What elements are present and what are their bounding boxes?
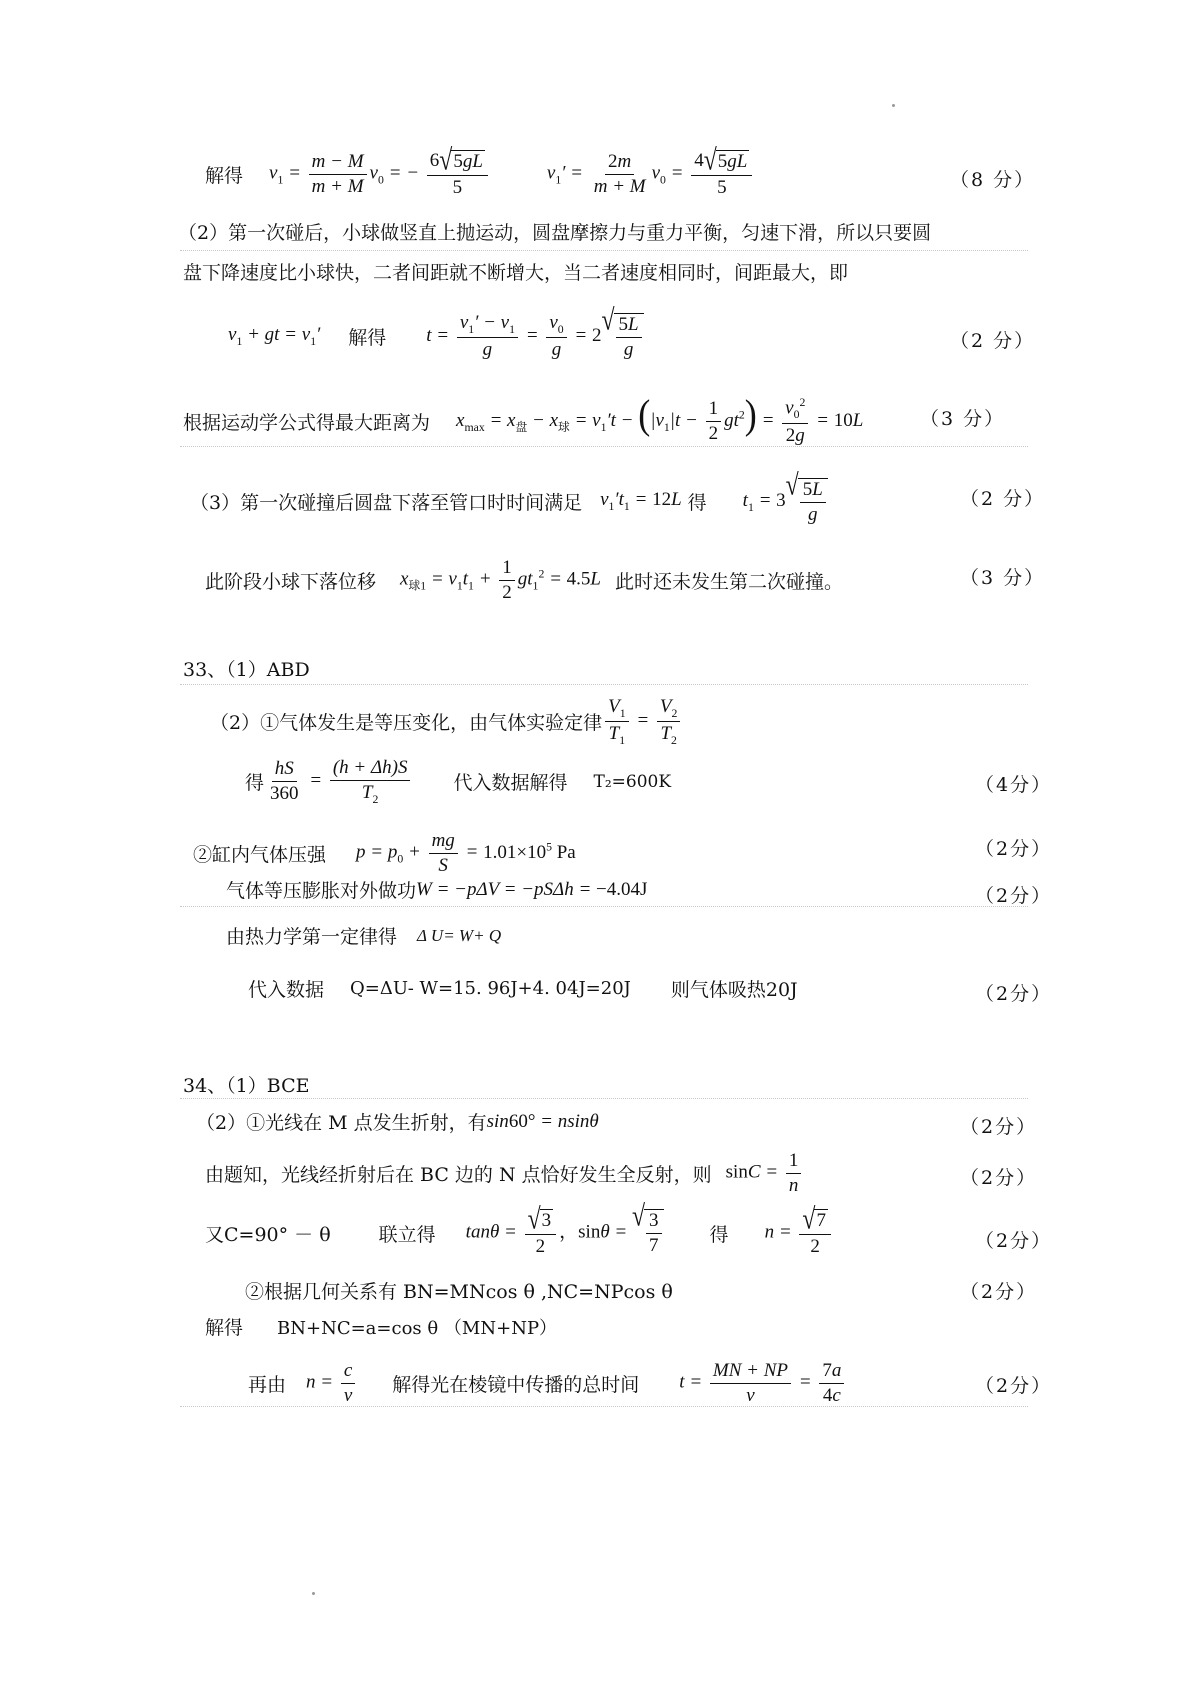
combine-label: 联立得 — [378, 1223, 436, 1246]
part2-line1: （2）第一次碰后，小球做竖直上抛运动，圆盘摩擦力与重力平衡，匀速下滑，所以只要圆 — [178, 222, 932, 244]
score-2h: （2分） — [975, 1230, 1053, 1252]
scan-speck — [312, 1592, 315, 1595]
max-distance-eq: $x_{max} = x_盘 - x_球 = v_1't - (|v_1|t$ − $\frac{1}{2}$ $gt^2$) = $\frac{v_0^2}{2g}$ = 10L — [456, 390, 864, 447]
q33-heat-row — [248, 975, 798, 1002]
no-second-collision-text: 此时还未发生第二次碰撞。 — [614, 570, 843, 593]
score-2a: （2 分） — [950, 330, 1036, 352]
score-2c: （2分） — [975, 838, 1053, 860]
again-label: 再由 — [248, 1373, 287, 1396]
score-2g: （2分） — [960, 1167, 1038, 1189]
v1-equation: $v_1$ = $\frac{m - M}{m + M}$ $v_0$ = − 6 √ 5 gL 5 — [269, 150, 491, 199]
solution-v1-row — [205, 144, 755, 199]
divider — [180, 1406, 1028, 1407]
part2-line2: 盘下降速度比小球快，二者间距就不断增大，当二者速度相同时，间距最大，即 — [183, 262, 849, 284]
work-eq: W = −pΔV = −pSΔh = −4.04J — [416, 878, 648, 900]
score-2e: （2分） — [975, 983, 1053, 1005]
score-2f: （2分） — [960, 1116, 1038, 1138]
score-2j: （2分） — [975, 1375, 1053, 1397]
substitute-data-label: 代入数据 — [248, 979, 325, 1001]
v1-prime-equation: $v_1'$ = $\frac{2m}{m + M}$ $v_0$ = 4 √ 5 gL 5 — [547, 150, 755, 199]
refraction-label: （2）①光线在 M 点发生折射，有 — [196, 1112, 487, 1134]
max-distance-label: 根据运动学公式得最大距离为 — [183, 411, 431, 434]
q33-isobaric-row — [210, 696, 683, 748]
ball-displacement-label: 此阶段小球下落位移 — [205, 570, 377, 593]
critical-angle-eq: sinC = $\frac{1}{n}$ — [726, 1150, 805, 1197]
q34-refraction-row — [196, 1108, 599, 1135]
max-distance-row — [183, 390, 864, 447]
total-time-label: 解得光在棱镜中传播的总时间 — [392, 1373, 640, 1396]
divider — [180, 250, 1028, 251]
score-3b: （3 分） — [960, 567, 1046, 589]
divider — [180, 684, 1028, 685]
solve-label: 解得 — [205, 164, 244, 187]
q34-combine-row — [205, 1200, 834, 1258]
n-result-eq: n = √ 7 2 — [765, 1209, 834, 1258]
snell-eq: sin60° = nsinθ — [486, 1110, 599, 1132]
solve-label-34: 解得 — [205, 1317, 244, 1339]
tan-sin-eq: tanθ = √ 3 2 ，sinθ = √ $\frac{3}{7}$ — [466, 1209, 664, 1258]
substitute-label: 代入数据解得 — [453, 772, 568, 795]
heat-absorbed-text: 则气体吸热20J — [670, 979, 798, 1001]
first-law-eq: Δ U= W+ Q — [417, 925, 502, 945]
q33-work-row — [226, 876, 647, 903]
de-label-33: 得 — [245, 772, 265, 795]
volume-ratio-eq: $\frac{hS}{360}$ = $\frac{(h + \Delta h)S}{T_2}$ — [264, 757, 413, 806]
de-label: 得 — [687, 492, 707, 515]
ball-displacement-row — [205, 557, 843, 604]
q33-first-law-row — [226, 922, 501, 949]
time-equation-row — [228, 304, 644, 361]
solve-label-2: 解得 — [348, 327, 387, 350]
gas-law-eq: $\frac{V_1}{T_1}$ = $\frac{V_2}{T_2}$ — [602, 696, 683, 748]
t1-condition-eq: $v_1't_1 = 12L$ — [600, 489, 682, 514]
pressure-eq: $p = p_0$ + $\frac{mg}{S}$ = $1.01\times 10^5$ Pa — [356, 830, 576, 876]
q33-heading: 33、（1）ABD — [183, 659, 310, 681]
part3-label: （3）第一次碰撞后圆盘下落至管口时时间满足 — [190, 492, 583, 515]
speed-eq: n = $\frac{c}{v}$ — [306, 1360, 358, 1407]
t2-result: T₂=600K — [593, 771, 672, 792]
de-label-34: 得 — [709, 1223, 729, 1246]
time-eq: t = $\frac{v_1' - v_1}{g}$ = $\frac{v_0}{g}$ = 2 √ $\frac{5L}{g}$ — [426, 312, 643, 361]
t1-eq: $t_1 = 3$ √ $\frac{5L}{g}$ — [743, 478, 828, 526]
score-2b: （2 分） — [960, 488, 1046, 510]
score-2d: （2分） — [975, 885, 1053, 907]
q34-sum-row — [205, 1313, 557, 1340]
score-8: （8 分） — [950, 169, 1036, 191]
score-4: （4分） — [975, 774, 1053, 796]
total-time-eq: t = $\frac{MN + NP}{v}$ = $\frac{7a}{4c}$ — [679, 1360, 847, 1407]
score-3a: （3 分） — [920, 408, 1006, 430]
isobaric-text: （2）①气体发生是等压变化，由气体实验定律 — [210, 712, 603, 735]
divider — [180, 906, 1028, 907]
sum-eq: BN+NC=a=cos θ （MN+NP） — [277, 1317, 558, 1339]
velocity-equal-eq: $v_1$ + gt = $v_1'$ — [228, 324, 321, 348]
score-2i: （2分） — [960, 1281, 1038, 1303]
q33-t2-row — [245, 757, 671, 806]
critical-angle-label: 由题知，光线经折射后在 BC 边的 N 点恰好发生全反射，则 — [205, 1163, 712, 1186]
part3-row — [190, 469, 828, 526]
ball-displacement-eq: $x_{球1} = v_1t_1$ + $\frac{1}{2}$ $gt_1^2 = 4.5L$ — [400, 557, 601, 603]
q34-critical-row — [205, 1150, 804, 1197]
work-label: 气体等压膨胀对外做功 — [226, 880, 417, 902]
first-law-label: 由热力学第一定律得 — [226, 926, 398, 948]
q34-time-row — [248, 1360, 847, 1407]
c-relation: 又C=90° － θ — [205, 1223, 331, 1246]
heat-eq: Q=ΔU- W=15. 96J+4. 04J=20J — [350, 978, 631, 999]
scan-speck — [892, 104, 895, 107]
q34-heading: 34、（1）BCE — [183, 1075, 310, 1097]
q34-geometry-row: ②根据几何关系有 BN=MNcos θ ,NC=NPcos θ — [245, 1281, 673, 1303]
q33-pressure-row — [193, 830, 576, 877]
divider — [180, 446, 1028, 447]
divider — [180, 1098, 1028, 1099]
pressure-label: ②缸内气体压强 — [193, 843, 327, 866]
